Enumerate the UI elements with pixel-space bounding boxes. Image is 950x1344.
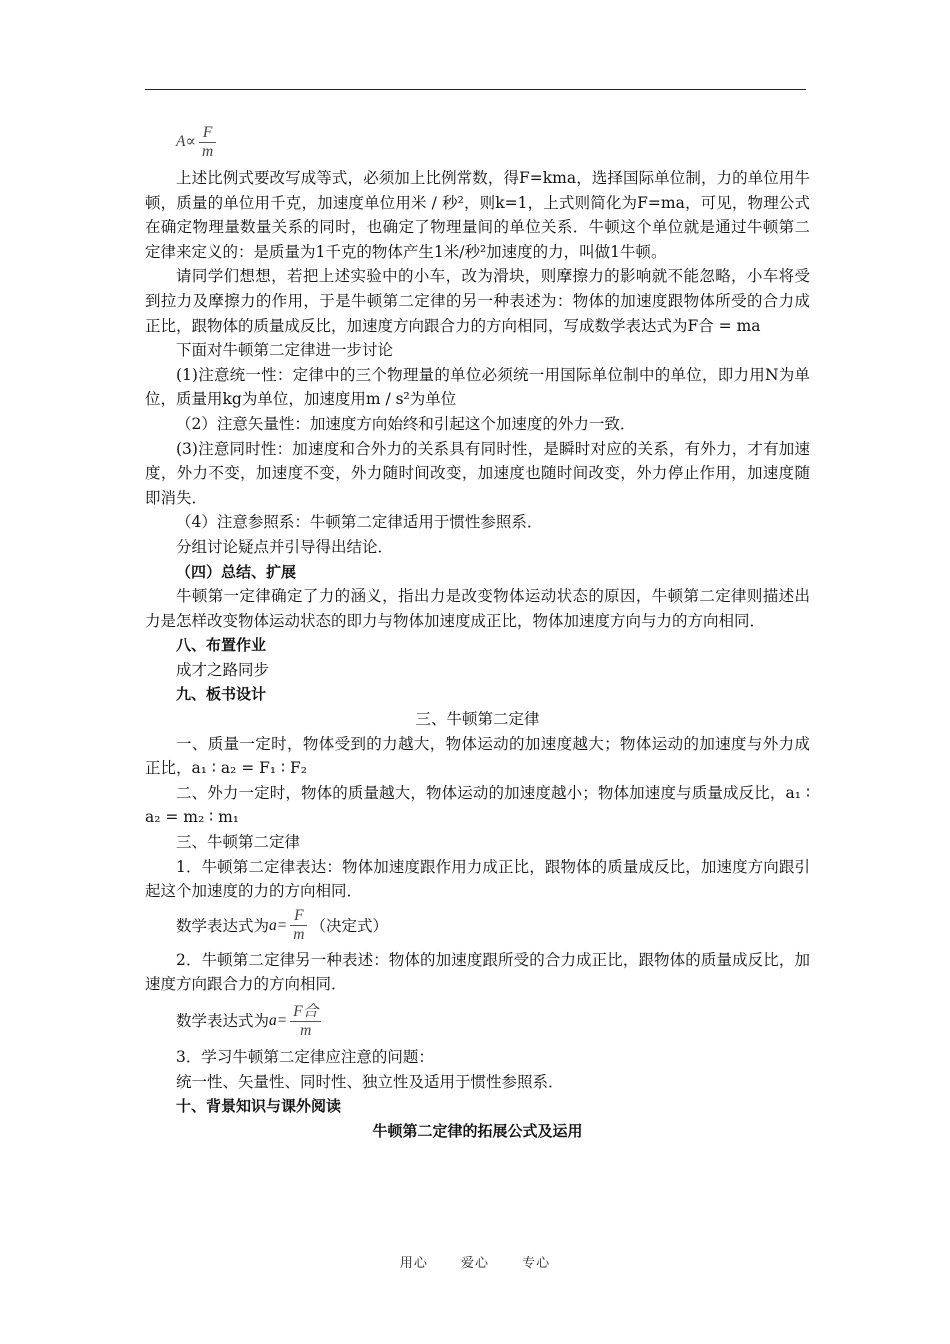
- formula-line: [145, 997, 810, 1045]
- proportion-formula: [176, 118, 810, 166]
- formula-prefix: 数学表达式为: [176, 916, 270, 935]
- paragraph: 成才之路同步: [176, 660, 270, 679]
- paragraph: (3)注意同时性：加速度和合外力的关系具有同时性，是瞬时对应的关系，有外力，才有加速度，外力不变，加速度不变，外力随时间改变，加速度也随时间改变，外力停止作用，加速度随即消失．: [145, 439, 810, 507]
- formula-prefix: 数学表达式为: [176, 1011, 270, 1030]
- paragraph: 2．牛顿第二定律另一种表述：物体的加速度跟所受的合力成正比，跟物体的质量成反比，加速度方向跟合力的方向相同．: [145, 950, 810, 994]
- formula-lhs: a=: [269, 916, 288, 934]
- paragraph: 统一性、矢量性、同时性、独立性及适用于惯性参照系．: [176, 1072, 564, 1091]
- paragraph: 3．学习牛顿第二定律应注意的问题：: [176, 1048, 434, 1066]
- paragraph: (1)注意统一性：定律中的三个物理量的单位必须统一用国际单位制中的单位，即力用N为单位，质量用kg为单位，加速度用m / s²为单位: [145, 365, 810, 409]
- paragraph: 下面对牛顿第二定律进一步讨论: [176, 341, 394, 360]
- formula-fraction: [290, 1003, 321, 1040]
- document-body: [145, 118, 810, 1143]
- page-footer: [0, 1252, 950, 1271]
- fraction-denominator: m: [300, 1021, 312, 1039]
- article-title: 牛顿第二定律的拓展公式及运用: [372, 1121, 583, 1140]
- paragraph: 1．牛顿第二定律表达：物体加速度跟作用力成正比，跟物体的质量成反比，加速度方向跟引起这个加速度的力的方向相同．: [145, 857, 810, 901]
- fraction-numerator: F合: [290, 1003, 321, 1022]
- fraction-numerator: F: [290, 907, 307, 926]
- formula-suffix: （决定式）: [310, 916, 388, 935]
- formula-fraction: [290, 907, 307, 944]
- fraction-denominator: m: [201, 142, 214, 160]
- board-title: 三、牛顿第二定律: [415, 710, 540, 729]
- section-heading: （四）总结、扩展: [176, 562, 297, 581]
- formula-lhs: A∝: [176, 132, 196, 150]
- paragraph: 三、牛顿第二定律: [176, 833, 301, 852]
- footer-text: 专心: [522, 1256, 551, 1271]
- paragraph: （2）注意矢量性：加速度方向始终和引起这个加速度的外力一致．: [176, 414, 636, 433]
- paragraph: 牛顿第一定律确定了力的涵义，指出力是改变物体运动状态的原因，牛顿第二定律则描述出力是怎样改变物体运动状态的即力与物体加速度成正比，物体加速度方向与力的方向相同．: [145, 587, 810, 630]
- fraction-denominator: m: [293, 926, 305, 944]
- formula-lhs: a=: [269, 1011, 288, 1029]
- paragraph: 请同学们想想，若把上述实验中的小车，改为滑块，则摩擦力的影响就不能忽略，小车将受到拉力及摩擦力的作用，于是牛顿第二定律的另一种表述为：物体的加速度跟物体所受的合力成正比，跟物体的质量成反比，加速度方向跟合力的方向相同，写成数学表达式为F合 = ma: [145, 267, 810, 335]
- fraction-numerator: F: [199, 124, 216, 143]
- section-heading: 八、布置作业: [176, 636, 267, 655]
- paragraph: 一、质量一定时，物体受到的力越大，物体运动的加速度越大；物体运动的加速度与外力成正比，a₁ ∶ a₂ = F₁ ∶ F₂: [145, 734, 810, 778]
- footer-text: 用心: [399, 1256, 428, 1271]
- paragraph: （4）注意参照系：牛顿第二定律适用于惯性参照系．: [176, 513, 543, 532]
- section-heading: 九、板书设计: [176, 685, 267, 704]
- paragraph: 二、外力一定时，物体的质量越大，物体运动的加速度越小；物体加速度与质量成反比，a₁ ∶ a₂ = m₂ ∶ m₁: [145, 783, 810, 827]
- header-rule: [145, 89, 806, 90]
- formula-line: [145, 904, 810, 948]
- paragraph: 分组讨论疑点并引导得出结论．: [176, 537, 394, 556]
- paragraph: 上述比例式要改写成等式，必须加上比例常数，得F=kma，选择国际单位制，力的单位用牛顿，质量的单位用千克，加速度单位用米 / 秒²，则k=1，上式则简化为F=ma，可见，物理公式在确定物理量数量关系的同时，也确定了物理量间的单位关系．牛顿这个单位就是通过牛顿第二定律来定义的：是质量为1千克的物体产生1米/秒²加速度的力，叫做1牛顿。: [145, 169, 810, 261]
- formula-fraction: [199, 124, 216, 161]
- footer-text: 爱心: [460, 1256, 489, 1271]
- section-heading: 十、背景知识与课外阅读: [176, 1097, 342, 1116]
